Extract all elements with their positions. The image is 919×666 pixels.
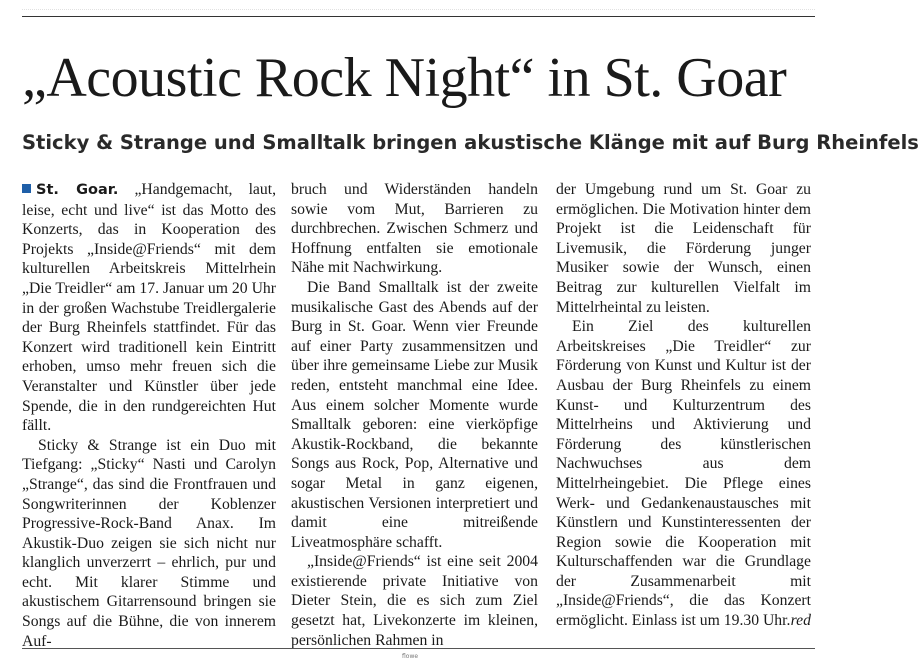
paragraph (22, 180, 276, 436)
paragraph: „Inside@Friends“ ist eine seit 2004 existierende private Initiative von Dieter Stein, die es sich zum Ziel gesetzt hat, Livekonzerte im kleinen, persönlichen Rahmen in (291, 553, 538, 649)
footer-mark: flowe (402, 653, 419, 660)
column-3 (548, 180, 811, 651)
bottom-rule (22, 648, 815, 649)
top-page-strip (22, 0, 815, 10)
author-signature: red (790, 612, 811, 630)
column-2 (285, 180, 548, 651)
paragraph: bruch und Widerständen handeln sowie vom Mut, Barrieren zu durchbrechen. Zwischen Schmerz und Hoffnung entfalten sie emotionale Nähe mit Nachwirkung. (291, 181, 538, 277)
subheadline: Sticky & Strange und Smalltalk bringen akustische Klänge mit auf Burg Rheinfels (22, 131, 919, 154)
paragraph-text: „Handgemacht, laut, leise, echt und live“ ist das Motto des Konzerts, das in Kooperation des Projekts „Inside@Friends“ mit dem kulturellen Arbeitskreis Mittelrhein „Die Treidler“ am 17. Januar um 20 Uhr in der großen Wachstube Treidlergalerie der Burg Rheinfels stattfindet. Für das Konzert wird traditionell kein Eintritt erhoben, umso mehr freuen sich die Veranstalter und Künstler über jede Spende, die in den rundgereichten Hut fällt. (22, 181, 277, 435)
paragraph: Die Band Smalltalk ist der zweite musikalische Gast des Abends auf der Burg in St. Goar. Wenn vier Freunde auf einer Party zusammensitzen und über ihre gemeinsame Liebe zur Musik reden, entsteht manchmal eine Idee. Aus einem solcher Momente wurde Smalltalk geboren: eine vierköpfige Akustik-Rockband, die bekannte Songs aus Rock, Pop, Alternative und sogar Metal in ganz eigenen, akustischen Versionen interpretiert und damit eine mitreißende Liveatmosphäre schafft. (291, 278, 538, 551)
paragraph: Ein Ziel des kulturellen Arbeitskreises „Die Treidler“ zur Förderung von Kunst und Kultur ist der Ausbau der Burg Rheinfels zu einem Kunst- und Kulturzentrum des Mittelrheins und Aktivierung und Förderung des künstlerischen Nachwuchses aus dem Mittelrheingebiet. Die Pflege eines Werk- und Gedankenaustausches mit Künstlern und Kunstinteressenten der Region sowie die Kooperation mit Kulturschaffenden war die Grundlage der Zusammenarbeit mit „Inside@Friends“, die das Konzert ermöglicht. Einlass ist um 19.30 Uhr. (556, 318, 811, 630)
top-rule (22, 16, 815, 17)
column-1 (22, 180, 285, 651)
dateline: St. Goar. (36, 182, 119, 198)
paragraph: der Umgebung rund um St. Goar zu ermöglichen. Die Motivation hinter dem Projekt ist die Leidenschaft für Livemusik, die Förderung junger Musiker sowie der Wunsch, einen Beitrag zur kulturellen Vielfalt im Mittelrheintal zu leisten. (556, 181, 811, 316)
bullet-square-icon (22, 184, 31, 193)
article-body (22, 180, 812, 651)
headline: „Acoustic Rock Night“ in St. Goar (22, 47, 787, 109)
paragraph: Sticky & Strange ist ein Duo mit Tiefgang: „Sticky“ Nasti und Carolyn „Strange“, das sind die Frontfrauen und Songwriterinnen der Koblenzer Progressive-Rock-Band Anax. Im Akustik-Duo zeigen sie sich nicht nur klanglich unverzerrt – ehrlich, pur und echt. Mit klarer Stimme und akustischem Gitarrensound bringen sie Songs auf die Bühne, die von innerem Auf- (22, 436, 276, 650)
